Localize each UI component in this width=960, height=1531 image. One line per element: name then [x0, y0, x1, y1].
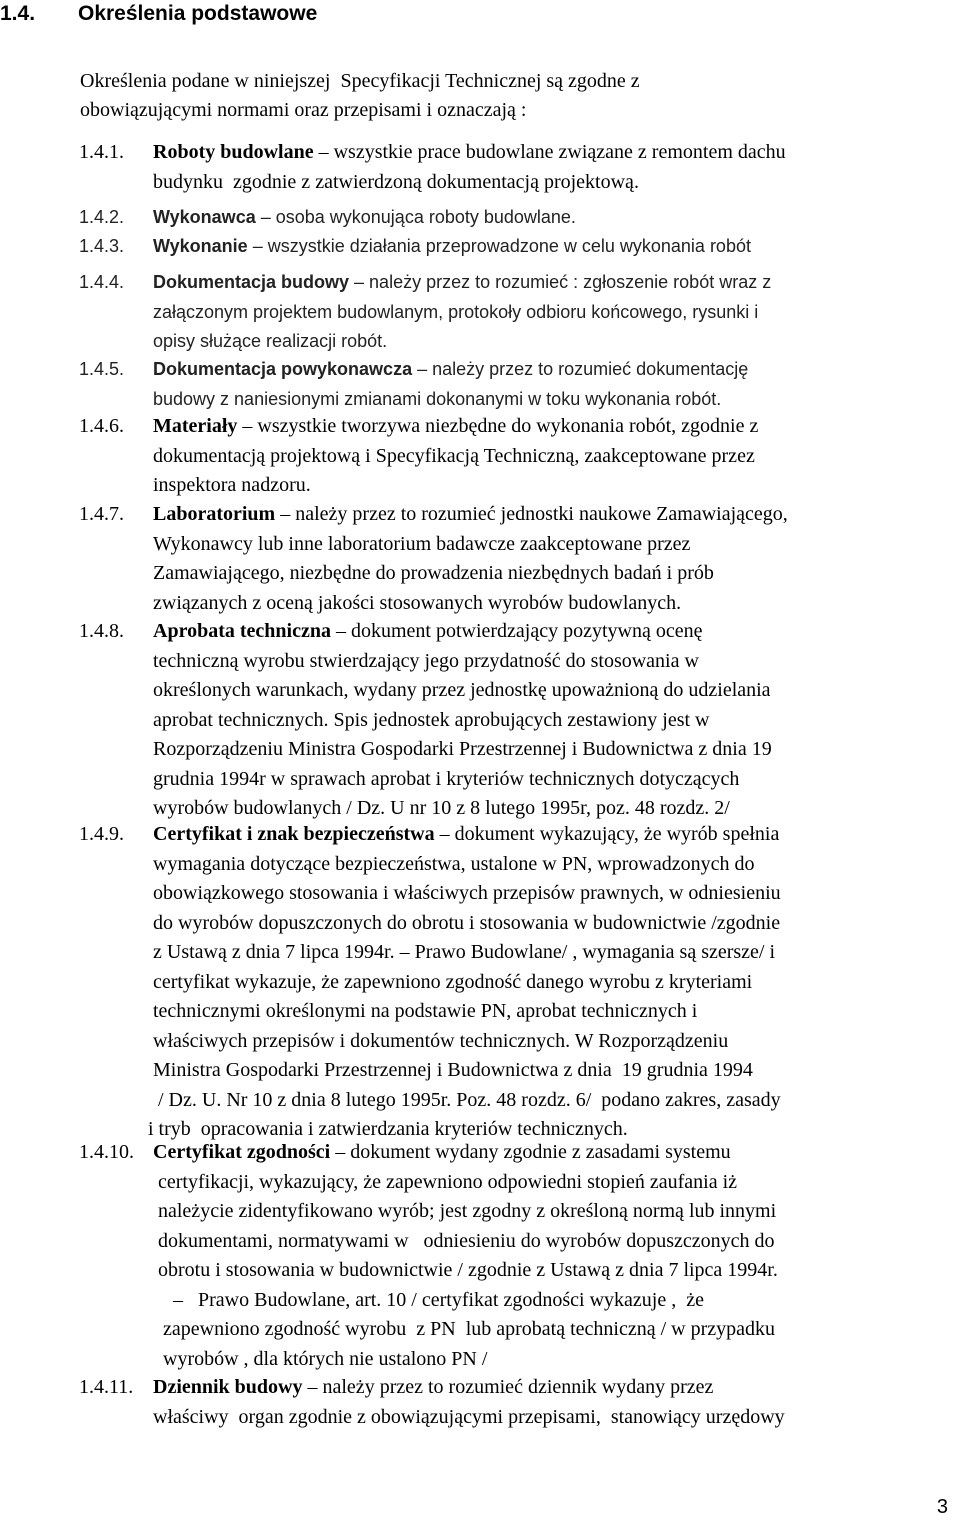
definition-line: z Ustawą z dnia 7 lipca 1994r. – Prawo Budowlane/ , wymagania są szersze/ i	[153, 941, 776, 963]
definition-term: Certyfikat i znak bezpieczeństwa	[153, 823, 435, 845]
definition-line: załączonym projektem budowlanym, protokoły odbioru końcowego, rysunki i	[153, 301, 759, 322]
definition-number: 1.4.10.	[79, 1141, 134, 1163]
definition-body	[153, 412, 758, 501]
definition-line: wyrobów budowlanych / Dz. U nr 10 z 8 lutego 1995r, poz. 48 rozdz. 2/	[153, 797, 730, 819]
definition-text: – dokument potwierdzający pozytywną ocenę	[330, 620, 703, 642]
definition-body	[153, 138, 786, 197]
definition-text: – osoba wykonująca roboty budowlane.	[255, 207, 576, 227]
definition-body	[153, 1138, 778, 1374]
definition-text: – dokument wydany zgodnie z zasadami systemu	[330, 1141, 731, 1163]
definition-text: – wszystkie prace budowlane związane z remontem dachu	[313, 141, 786, 163]
definition-number: 1.4.9.	[79, 823, 124, 845]
definition-line	[153, 500, 788, 530]
definition-body	[148, 820, 781, 1145]
definition-line	[153, 820, 781, 850]
definition-body	[153, 268, 771, 357]
definition-line: obowiązkowego stosowania i właściwych przepisów prawnych, w odniesieniu	[153, 882, 781, 904]
definition-line: do wyrobów dopuszczonych do obrotu i stosowania w budownictwie /zgodnie	[153, 911, 781, 934]
definition-line	[153, 412, 758, 442]
definition-line	[153, 138, 786, 168]
definition-text: – należy przez to rozumieć jednostki naukowe Zamawiającego,	[275, 503, 788, 525]
definition-text: – dokument wykazujący, że wyrób spełnia	[434, 823, 780, 845]
definition-term: Materiały	[153, 415, 238, 437]
definition-term: Certyfikat zgodności	[153, 1141, 331, 1163]
definition-line: dokumentami, normatywami w odniesieniu do wyrobów dopuszczonych do	[153, 1229, 775, 1252]
definition-term: Dokumentacja budowy	[153, 272, 350, 292]
definition-line: / Dz. U. Nr 10 z dnia 8 lutego 1995r. Poz. 48 rozdz. 6/ podano zakres, zasady	[153, 1088, 781, 1111]
definition-line: zapewniono zgodność wyrobu z PN lub aprobatą techniczną / w przypadku	[153, 1318, 776, 1340]
definition-body	[153, 355, 748, 414]
definition-line: właściwych przepisów i dokumentów technicznych. W Rozporządzeniu	[153, 1029, 729, 1052]
definition-line: aprobat technicznych. Spis jednostek aprobujących zestawiony jest w	[153, 708, 710, 731]
definition-line	[153, 1138, 778, 1168]
definition-term: Dziennik budowy	[153, 1376, 303, 1398]
definition-line: opisy służące realizacji robót.	[153, 331, 388, 351]
definition-term: Roboty budowlane	[153, 141, 314, 163]
definition-number: 1.4.1.	[79, 141, 124, 163]
definition-line	[153, 203, 576, 233]
definition-line: Wykonawcy lub inne laboratorium badawcze zaakceptowane przez	[153, 532, 691, 555]
definition-line	[153, 1373, 785, 1403]
definition-line: dokumentacją projektową i Specyfikacją Techniczną, zaakceptowane przez	[153, 444, 755, 467]
definition-line: Rozporządzeniu Ministra Gospodarki Przestrzennej i Budownictwa z dnia 19	[153, 738, 772, 760]
definition-number: 1.4.11.	[79, 1376, 134, 1398]
definition-line	[153, 232, 751, 262]
definition-text: – wszystkie tworzywa niezbędne do wykonania robót, zgodnie z	[237, 415, 759, 437]
definition-line	[153, 355, 748, 385]
definition-number: 1.4.6.	[79, 415, 124, 437]
definition-line: wyrobów , dla których nie ustalono PN /	[153, 1347, 488, 1370]
definition-line: należycie zidentyfikowano wyrób; jest zgodny z określoną normą lub innymi	[153, 1200, 777, 1222]
definition-line: Zamawiającego, niezbędne do prowadzenia niezbędnych badań i prób	[153, 562, 714, 584]
definition-number: 1.4.7.	[79, 503, 124, 525]
definition-line: i tryb opracowania i zatwierdzania kryteriów technicznych.	[148, 1118, 628, 1140]
definition-text: – należy przez to rozumieć : zgłoszenie robót wraz z	[349, 272, 772, 292]
definition-line: związanych z oceną jakości stosowanych wyrobów budowlanych.	[153, 591, 682, 614]
definition-number: 1.4.2.	[79, 207, 125, 227]
definition-body	[153, 500, 788, 618]
section-heading	[0, 1, 317, 27]
definition-text: – należy przez to rozumieć dziennik wydany przez	[302, 1376, 714, 1398]
intro-paragraph	[80, 67, 940, 125]
definition-line: Ministra Gospodarki Przestrzennej i Budownictwa z dnia 19 grudnia 1994	[153, 1059, 753, 1081]
definition-text: – należy przez to rozumieć dokumentację	[412, 359, 749, 379]
definition-number: 1.4.5.	[79, 359, 125, 379]
definition-line	[153, 268, 771, 298]
definition-number: 1.4.4.	[79, 272, 125, 292]
definition-line: technicznymi określonymi na podstawie PN, aprobat technicznych i	[153, 1000, 698, 1022]
definition-line: właściwy organ zgodnie z obowiązującymi przepisami, stanowiący urzędowy	[153, 1405, 785, 1428]
definition-term: Dokumentacja powykonawcza	[153, 359, 413, 379]
definition-term: Laboratorium	[153, 503, 276, 525]
definition-line: inspektora nadzoru.	[153, 474, 311, 496]
intro-line: Określenia podane w niniejszej Specyfikacji Technicznej są zgodne z	[80, 70, 640, 92]
definition-line: certyfikacji, wykazujący, że zapewniono odpowiedni stopień zaufania iż	[153, 1170, 738, 1193]
definition-line: obrotu i stosowania w budownictwie / zgodnie z Ustawą z dnia 7 lipca 1994r.	[153, 1259, 778, 1281]
section-title: Określenia podstawowe	[78, 2, 318, 25]
definition-line	[153, 617, 772, 647]
definition-term: Wykonawca	[153, 207, 256, 227]
definition-term: Aprobata techniczna	[153, 620, 331, 642]
definition-line: grudnia 1994r w sprawach aprobat i kryteriów technicznych dotyczących	[153, 767, 740, 790]
definition-number: 1.4.3.	[79, 236, 125, 256]
definition-body	[153, 203, 576, 233]
definition-line: budynku zgodnie z zatwierdzoną dokumentacją projektową.	[153, 170, 639, 193]
intro-line: obowiązującymi normami oraz przepisami i oznaczają :	[80, 99, 527, 121]
definition-line: budowy z naniesionymi zmianami dokonanymi w toku wykonania robót.	[153, 388, 722, 409]
page-number: 3	[936, 1496, 948, 1518]
definition-line: określonych warunkach, wydany przez jednostkę upoważnioną do udzielania	[153, 679, 771, 701]
definition-term: Wykonanie	[153, 236, 248, 256]
definition-line: certyfikat wykazuje, że zapewniono zgodność danego wyrobu z kryteriami	[153, 970, 753, 993]
definition-body	[153, 1373, 785, 1432]
definition-body	[153, 617, 772, 824]
section-number: 1.4.	[0, 2, 36, 25]
definition-text: – wszystkie działania przeprowadzone w celu wykonania robót	[247, 236, 751, 256]
definition-line: wymagania dotyczące bezpieczeństwa, ustalone w PN, wprowadzonych do	[153, 852, 755, 875]
definition-number: 1.4.8.	[79, 620, 124, 642]
definition-line: techniczną wyrobu stwierdzający jego przydatność do stosowania w	[153, 649, 699, 672]
definition-line: – Prawo Budowlane, art. 10 / certyfikat zgodności wykazuje , że	[153, 1288, 704, 1311]
definition-body	[153, 232, 751, 262]
